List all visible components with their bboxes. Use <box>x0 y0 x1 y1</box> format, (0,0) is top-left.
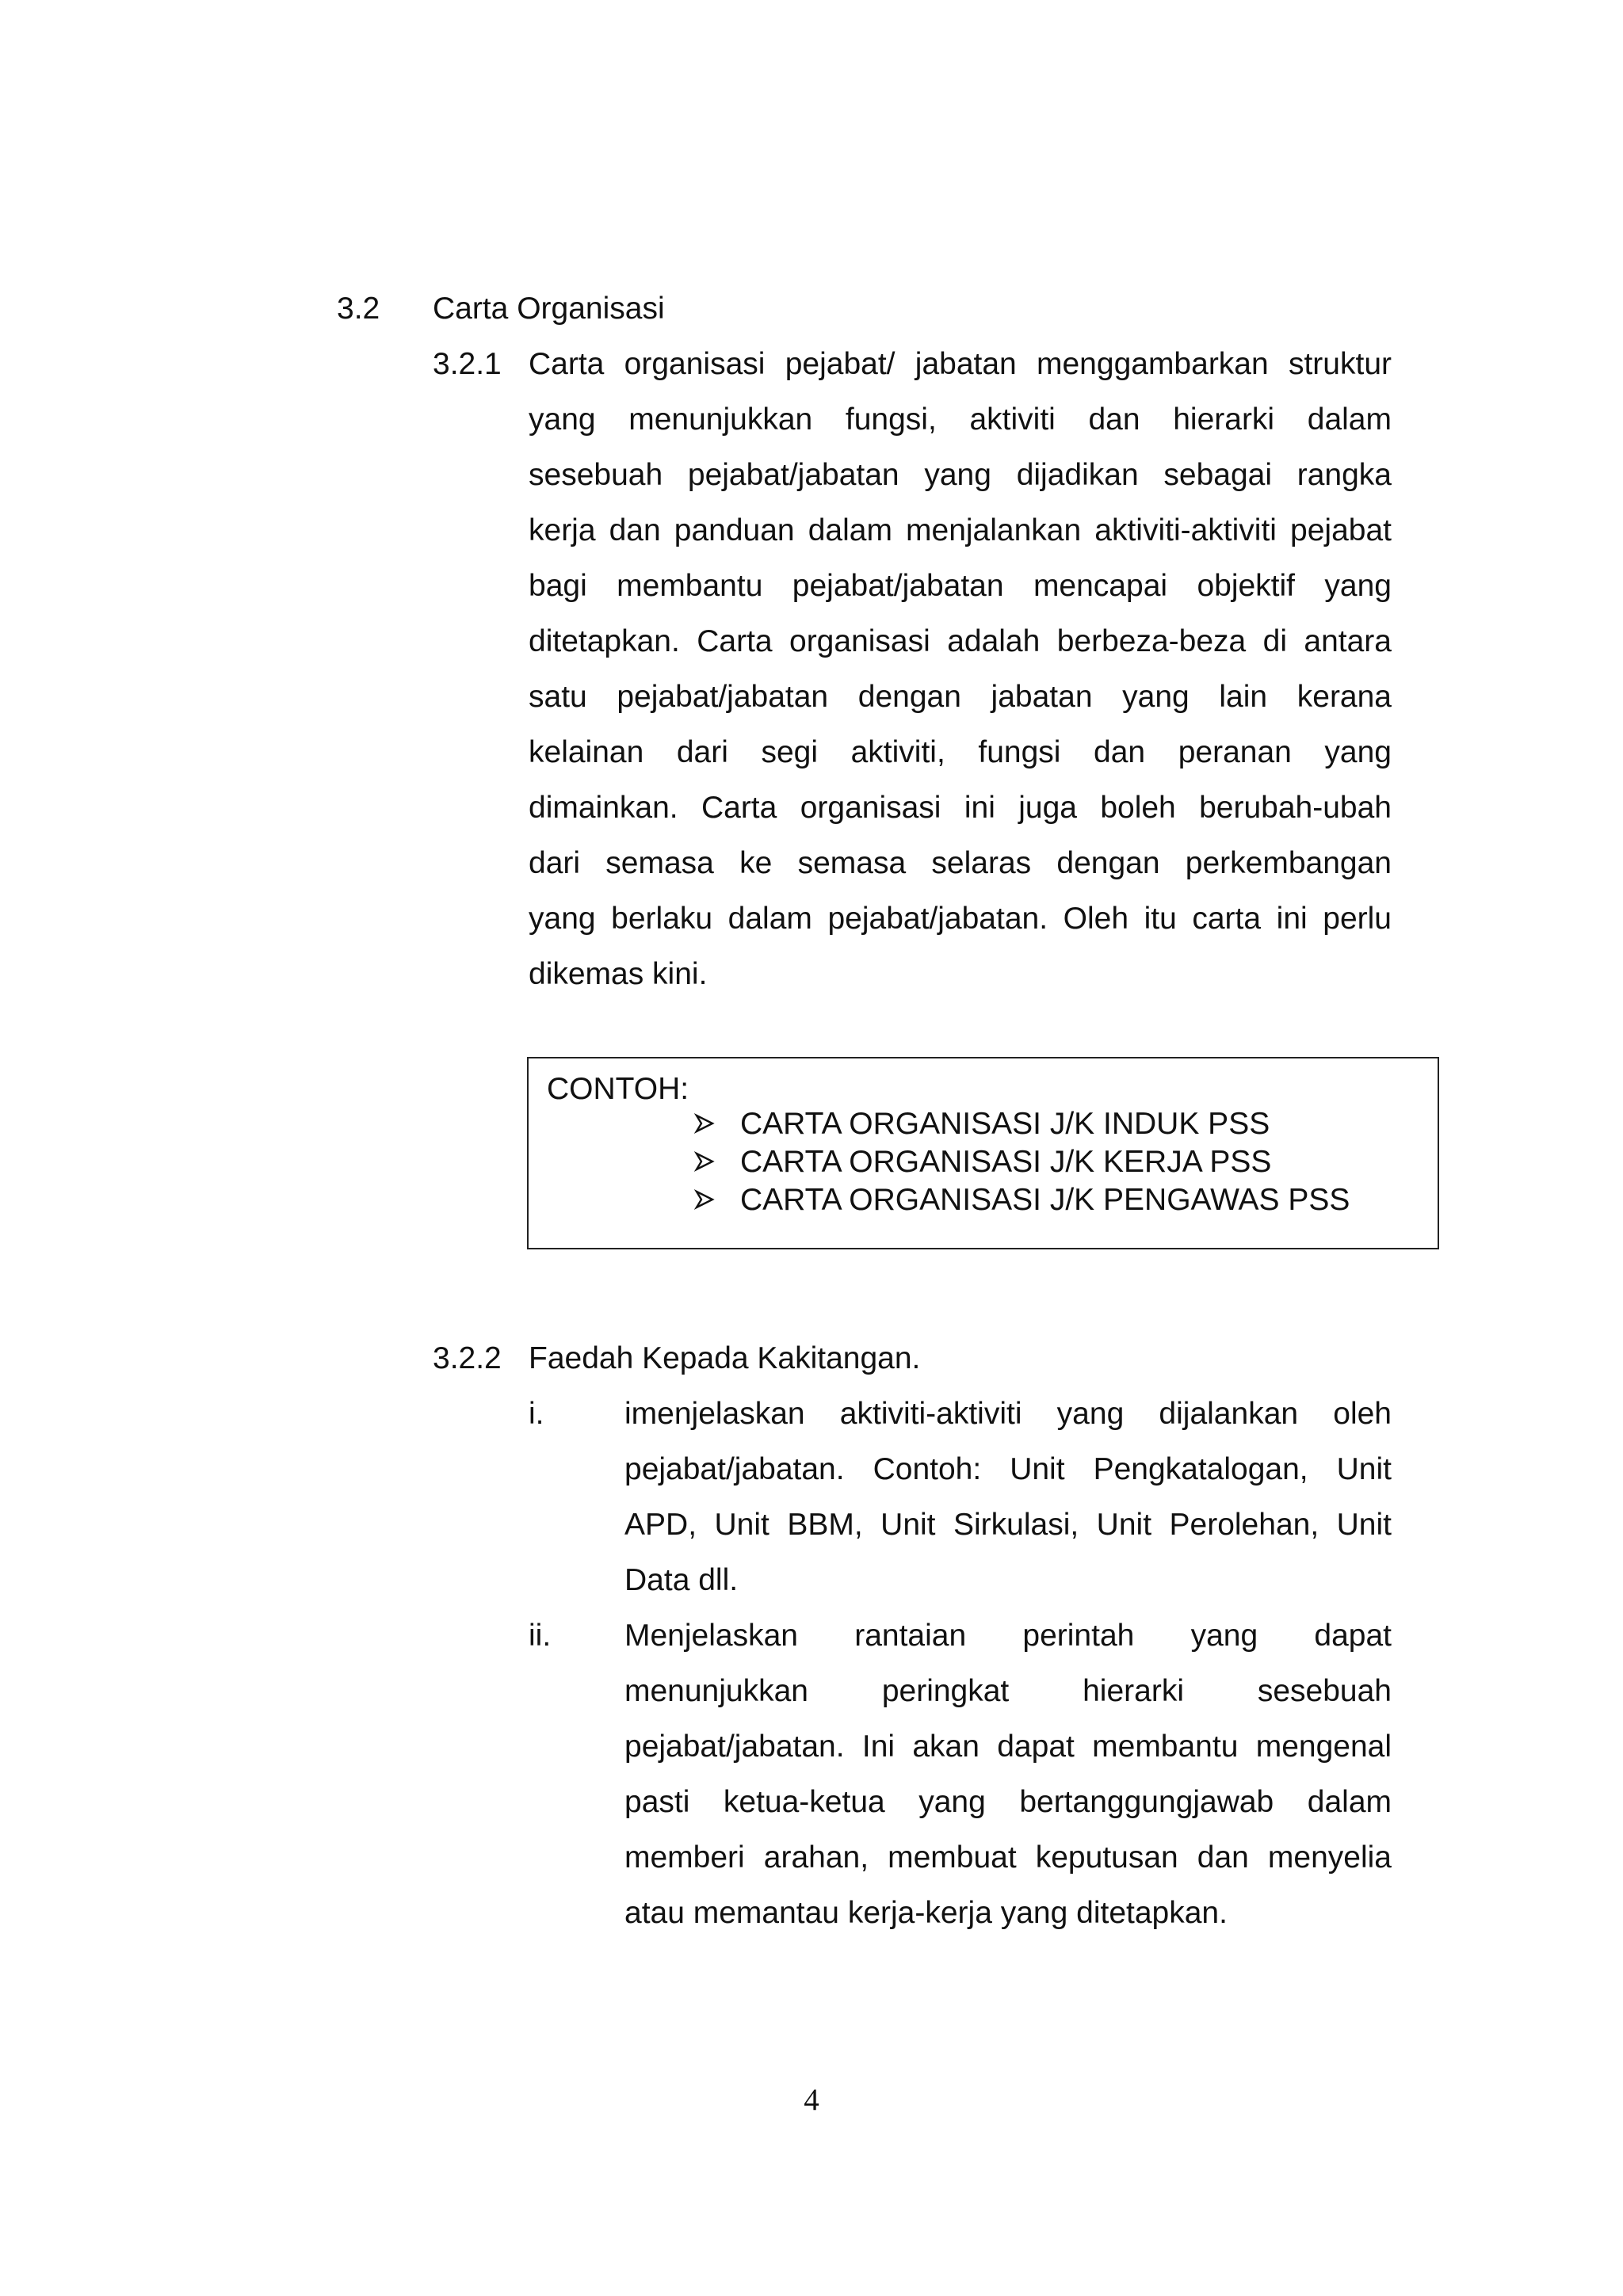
paragraph-line: sesebuah pejabat/jabatan yang dijadikan sebagai rangka <box>529 458 1392 492</box>
list-item-line: Data dll. <box>624 1563 739 1597</box>
arrow-bullet-icon <box>694 1189 715 1210</box>
list-item-line: pejabat/jabatan. Ini akan dapat membantu mengenal <box>624 1730 1392 1764</box>
page-number: 4 <box>804 2083 819 2117</box>
paragraph-line: kelainan dari segi aktiviti, fungsi dan peranan yang <box>529 735 1392 769</box>
section-title: Carta Organisasi <box>433 292 665 326</box>
list-item-line: memberi arahan, membuat keputusan dan menyelia <box>624 1840 1392 1875</box>
subsection-title-2: Faedah Kepada Kakitangan. <box>529 1341 921 1375</box>
list-item-line: Menjelaskan rantaian perintah yang dapat <box>624 1619 1392 1653</box>
paragraph-line: dikemas kini. <box>529 957 708 991</box>
arrow-bullet-icon <box>694 1151 715 1172</box>
list-item-line: pejabat/jabatan. Contoh: Unit Pengkatalogan, Unit <box>624 1452 1392 1486</box>
paragraph-line: dari semasa ke semasa selaras dengan perkembangan <box>529 846 1392 880</box>
example-item: CARTA ORGANISASI J/K KERJA PSS <box>740 1145 1272 1179</box>
paragraph-line: ditetapkan. Carta organisasi adalah berbeza-beza di antara <box>529 624 1392 658</box>
example-item: CARTA ORGANISASI J/K PENGAWAS PSS <box>740 1183 1350 1217</box>
paragraph-line: dimainkan. Carta organisasi ini juga boleh berubah-ubah <box>529 791 1392 825</box>
list-item-line: imenjelaskan aktiviti-aktiviti yang dijalankan oleh <box>624 1397 1392 1431</box>
subsection-number-2: 3.2.2 <box>433 1341 502 1375</box>
paragraph-line: satu pejabat/jabatan dengan jabatan yang lain kerana <box>529 680 1392 714</box>
paragraph-line: yang menunjukkan fungsi, aktiviti dan hierarki dalam <box>529 402 1392 437</box>
paragraph-line: kerja dan panduan dalam menjalankan aktiviti-aktiviti pejabat <box>529 513 1392 547</box>
list-marker: i. <box>529 1397 544 1431</box>
list-item-line: APD, Unit BBM, Unit Sirkulasi, Unit Perolehan, Unit <box>624 1508 1392 1542</box>
example-heading: CONTOH: <box>547 1072 689 1106</box>
paragraph-line: yang berlaku dalam pejabat/jabatan. Oleh itu carta ini perlu <box>529 902 1392 936</box>
arrow-bullet-icon <box>694 1113 715 1134</box>
list-item-line: pasti ketua-ketua yang bertanggungjawab dalam <box>624 1785 1392 1819</box>
paragraph-line: bagi membantu pejabat/jabatan mencapai objektif yang <box>529 569 1392 603</box>
list-item-line: menunjukkan peringkat hierarki sesebuah <box>624 1674 1392 1708</box>
example-item: CARTA ORGANISASI J/K INDUK PSS <box>740 1107 1270 1141</box>
list-item-line: atau memantau kerja-kerja yang ditetapkan. <box>624 1896 1228 1930</box>
list-marker: ii. <box>529 1619 552 1653</box>
subsection-number-1: 3.2.1 <box>433 347 502 381</box>
section-number: 3.2 <box>337 292 380 326</box>
paragraph-line: Carta organisasi pejabat/ jabatan menggambarkan struktur <box>529 347 1392 381</box>
